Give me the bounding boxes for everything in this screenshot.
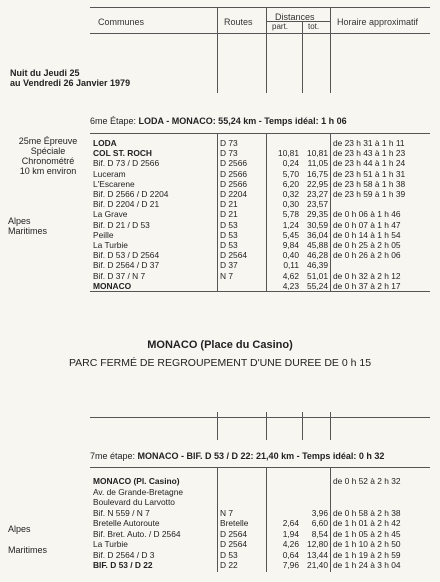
table-row xyxy=(0,518,440,528)
total-distance-cell: 45,88 xyxy=(307,240,328,250)
commune-cell: BIF. D 53 / D 22 xyxy=(93,560,153,570)
part-distance-cell: 0,64 xyxy=(282,549,299,560)
stub-rule xyxy=(90,417,430,418)
commune-cell: Bif. Bret. Auto. / D 2564 xyxy=(93,528,181,539)
side-note-line: 10 km environ xyxy=(19,166,77,176)
commune-cell: Peille xyxy=(93,229,114,240)
commune-cell: La Grave xyxy=(93,209,128,220)
part-distance-cell: 0,32 xyxy=(282,189,299,199)
horaire-cell: de 1 h 01 à 2 h 42 xyxy=(333,518,401,528)
horaire-cell: de 0 h 26 à 2 h 06 xyxy=(333,250,401,261)
commune-cell: Bif. N 559 / N 7 xyxy=(93,507,150,518)
total-distance-cell: 16,75 xyxy=(307,168,328,179)
col-header-routes: Routes xyxy=(224,17,253,27)
commune-cell: Bif. D 73 / D 2566 xyxy=(93,158,160,169)
table-row xyxy=(0,260,440,270)
horaire-cell: de 0 h 32 à 2 h 12 xyxy=(333,270,401,281)
stage-7-table-top xyxy=(90,467,430,468)
header-top-rule xyxy=(90,7,430,8)
commune-cell: LODA xyxy=(93,138,117,148)
part-distance-cell: 5,45 xyxy=(282,229,299,240)
stub-divider xyxy=(266,412,267,440)
part-distance-cell: 0,11 xyxy=(283,260,299,271)
stub-divider xyxy=(302,412,303,440)
commune-cell: Luceram xyxy=(93,168,126,179)
total-distance-cell: 11,05 xyxy=(307,158,328,169)
stage-6-title-prefix: 6me Étape: xyxy=(90,116,139,126)
total-distance-cell: 10,81 xyxy=(307,148,328,159)
route-cell: D 37 xyxy=(220,260,238,271)
horaire-cell: de 0 h 07 à 1 h 47 xyxy=(333,219,401,230)
side-note-line: Chronométré xyxy=(21,156,75,166)
stage-6-title-bold: LODA - MONACO: 55,24 km - Temps idéal: 1 h 06 xyxy=(138,116,347,126)
total-distance-cell: 29,35 xyxy=(307,209,328,220)
header-divider xyxy=(302,21,303,93)
total-distance-cell: 13,44 xyxy=(307,549,328,560)
commune-cell: La Turbie xyxy=(93,240,128,250)
route-cell: D 2564 xyxy=(220,528,248,539)
table-row xyxy=(0,230,440,240)
total-distance-cell: 22,95 xyxy=(307,178,328,189)
monaco-title: MONACO (Place du Casino) xyxy=(147,339,293,351)
part-distance-cell: 5,78 xyxy=(282,209,299,220)
commune-cell: Bif. D 53 / D 2564 xyxy=(93,250,160,261)
table-row xyxy=(0,550,440,560)
total-distance-cell: 12,80 xyxy=(307,539,328,549)
route-cell: D 53 xyxy=(220,219,238,230)
col-header-part: part. xyxy=(272,22,289,31)
table-row xyxy=(0,158,440,168)
horaire-cell: de 23 h 51 à 1 h 31 xyxy=(333,168,406,179)
total-distance-cell: 8,54 xyxy=(311,528,328,539)
table-row xyxy=(0,138,440,148)
table-row xyxy=(0,240,440,250)
route-cell: D 21 xyxy=(220,199,238,210)
route-cell: D 53 xyxy=(220,549,238,560)
stage-7-title-prefix: 7me étape: xyxy=(90,451,138,461)
stub-divider xyxy=(330,412,331,440)
route-cell: D 2564 xyxy=(220,250,248,261)
part-distance-cell: 4,26 xyxy=(282,539,299,549)
route-cell: N 7 xyxy=(220,507,234,518)
commune-cell: Av. de Grande-Bretagne xyxy=(93,486,184,497)
table-row xyxy=(0,179,440,189)
col-header-tot: tot. xyxy=(308,22,320,31)
route-cell: D 73 xyxy=(220,148,238,159)
route-cell: D 2566 xyxy=(220,178,248,189)
total-distance-cell: 23,57 xyxy=(307,199,328,210)
col-header-distances: Distances xyxy=(275,12,315,22)
route-cell: D 21 xyxy=(220,209,238,220)
table-row xyxy=(0,209,440,219)
table-row xyxy=(0,271,440,281)
table-row xyxy=(0,497,440,507)
commune-cell: Bif. D 2204 / D 21 xyxy=(93,199,160,210)
horaire-cell: de 0 h 25 à 2 h 05 xyxy=(333,240,401,250)
table-row xyxy=(0,476,440,486)
table-row xyxy=(0,220,440,230)
part-distance-cell: 10,81 xyxy=(278,148,299,159)
route-cell: Bretelle xyxy=(220,518,249,528)
total-distance-cell: 30,59 xyxy=(307,219,328,230)
total-distance-cell: 46,28 xyxy=(307,250,328,261)
total-distance-cell: 51,01 xyxy=(307,270,328,281)
route-cell: N 7 xyxy=(220,270,234,281)
table-row xyxy=(0,148,440,158)
part-distance-cell: 4,23 xyxy=(282,280,299,291)
commune-cell: Bif. D 21 / D 53 xyxy=(93,219,150,230)
stage-7-region-1: Alpes xyxy=(8,524,31,534)
total-distance-cell: 23,27 xyxy=(307,189,328,199)
part-distance-cell: 0,30 xyxy=(282,199,299,210)
horaire-cell: de 0 h 06 à 1 h 46 xyxy=(333,209,401,220)
col-header-horaire: Horaire approximatif xyxy=(337,17,419,27)
horaire-cell: de 0 h 52 à 2 h 32 xyxy=(333,476,401,486)
region-line: Maritimes xyxy=(8,226,48,236)
distances-subrule xyxy=(266,21,330,22)
total-distance-cell: 6,60 xyxy=(311,518,328,528)
table-row xyxy=(0,508,440,518)
commune-cell: MONACO xyxy=(93,280,132,291)
horaire-cell: de 1 h 19 à 2 h 59 xyxy=(333,549,401,560)
night-line-2: au Vendredi 26 Janvier 1979 xyxy=(10,78,131,88)
table-row xyxy=(0,250,440,260)
route-cell: D 53 xyxy=(220,229,238,240)
route-cell: D 22 xyxy=(220,560,238,570)
horaire-cell: de 23 h 31 à 1 h 11 xyxy=(333,138,405,148)
header-divider xyxy=(217,7,218,93)
stage-6-table-top xyxy=(90,133,430,134)
horaire-cell: de 23 h 43 à 1 h 23 xyxy=(333,148,406,159)
header-divider xyxy=(266,7,267,93)
side-note-line: Spéciale xyxy=(30,146,66,156)
total-distance-cell: 46,39 xyxy=(307,260,328,271)
table-row xyxy=(0,281,440,291)
horaire-cell: de 1 h 24 à 3 h 04 xyxy=(333,560,401,570)
table-row xyxy=(0,539,440,549)
stage-6-title xyxy=(90,116,347,126)
total-distance-cell: 21,40 xyxy=(307,560,328,570)
horaire-cell: de 0 h 37 à 2 h 17 xyxy=(333,280,401,291)
part-distance-cell: 0,40 xyxy=(282,250,299,261)
parc-ferme-notice: PARC FERMÉ DE REGROUPEMENT D'UNE DUREE DE 0 h 15 xyxy=(68,357,372,369)
part-distance-cell: 9,84 xyxy=(282,240,299,250)
part-distance-cell: 4,62 xyxy=(282,270,299,281)
table-row xyxy=(0,487,440,497)
horaire-cell: de 0 h 14 à 1 h 54 xyxy=(333,229,401,240)
route-cell: D 2204 xyxy=(220,189,248,199)
commune-cell: Boulevard du Larvotto xyxy=(93,497,175,507)
stage-6-table-bottom xyxy=(90,291,430,292)
table-row xyxy=(0,189,440,199)
col-header-communes: Communes xyxy=(98,17,145,27)
part-distance-cell: 1,24 xyxy=(282,219,299,230)
table-row xyxy=(0,199,440,209)
horaire-cell: de 23 h 59 à 1 h 39 xyxy=(333,189,406,199)
header-bottom-rule xyxy=(90,33,430,34)
commune-cell: COL ST. ROCH xyxy=(93,148,152,159)
commune-cell: Bif. D 2564 / D 37 xyxy=(93,260,160,271)
table-row xyxy=(0,529,440,539)
route-cell: D 2564 xyxy=(220,539,248,549)
night-line-1: Nuit du Jeudi 25 xyxy=(10,68,80,78)
route-cell: D 53 xyxy=(220,240,238,250)
route-cell: D 2566 xyxy=(220,158,248,169)
commune-cell: Bif. D 2566 / D 2204 xyxy=(93,189,169,199)
commune-cell: Bif. D 37 / N 7 xyxy=(93,270,146,281)
horaire-cell: de 23 h 58 à 1 h 38 xyxy=(333,178,406,189)
horaire-cell: de 0 h 58 à 2 h 38 xyxy=(333,507,401,518)
part-distance-cell: 0,24 xyxy=(282,158,299,169)
region-line: Alpes xyxy=(8,216,31,226)
stage-7-region-2: Maritimes xyxy=(8,545,48,555)
part-distance-cell: 1,94 xyxy=(282,528,299,539)
total-distance-cell: 3,96 xyxy=(311,507,328,518)
part-distance-cell: 5,70 xyxy=(282,168,299,179)
horaire-cell: de 1 h 05 à 2 h 45 xyxy=(333,528,401,539)
header-divider xyxy=(330,7,331,93)
stage-7-title xyxy=(90,451,384,461)
stub-divider xyxy=(217,412,218,440)
commune-cell: L'Escarene xyxy=(93,178,135,189)
part-distance-cell: 7,96 xyxy=(282,560,299,570)
route-cell: D 2566 xyxy=(220,168,248,179)
stage-7-title-bold: MONACO - BIF. D 53 / D 22: 21,40 km - Temps idéal: 0 h 32 xyxy=(137,451,385,461)
total-distance-cell: 55,24 xyxy=(307,280,328,291)
side-note-line: 25me Épreuve xyxy=(18,136,78,146)
table-row xyxy=(0,560,440,570)
table-row xyxy=(0,169,440,179)
commune-cell: Bretelle Autoroute xyxy=(93,518,160,528)
commune-cell: Bif. D 2564 / D 3 xyxy=(93,549,155,560)
commune-cell: La Turbie xyxy=(93,539,128,549)
total-distance-cell: 36,04 xyxy=(307,229,328,240)
part-distance-cell: 6,20 xyxy=(282,178,299,189)
horaire-cell: de 23 h 44 à 1 h 24 xyxy=(333,158,406,169)
horaire-cell: de 1 h 10 à 2 h 50 xyxy=(333,539,401,549)
route-cell: D 73 xyxy=(220,138,238,148)
part-distance-cell: 2,64 xyxy=(282,518,299,528)
commune-cell: MONACO (Pl. Casino) xyxy=(93,476,180,486)
